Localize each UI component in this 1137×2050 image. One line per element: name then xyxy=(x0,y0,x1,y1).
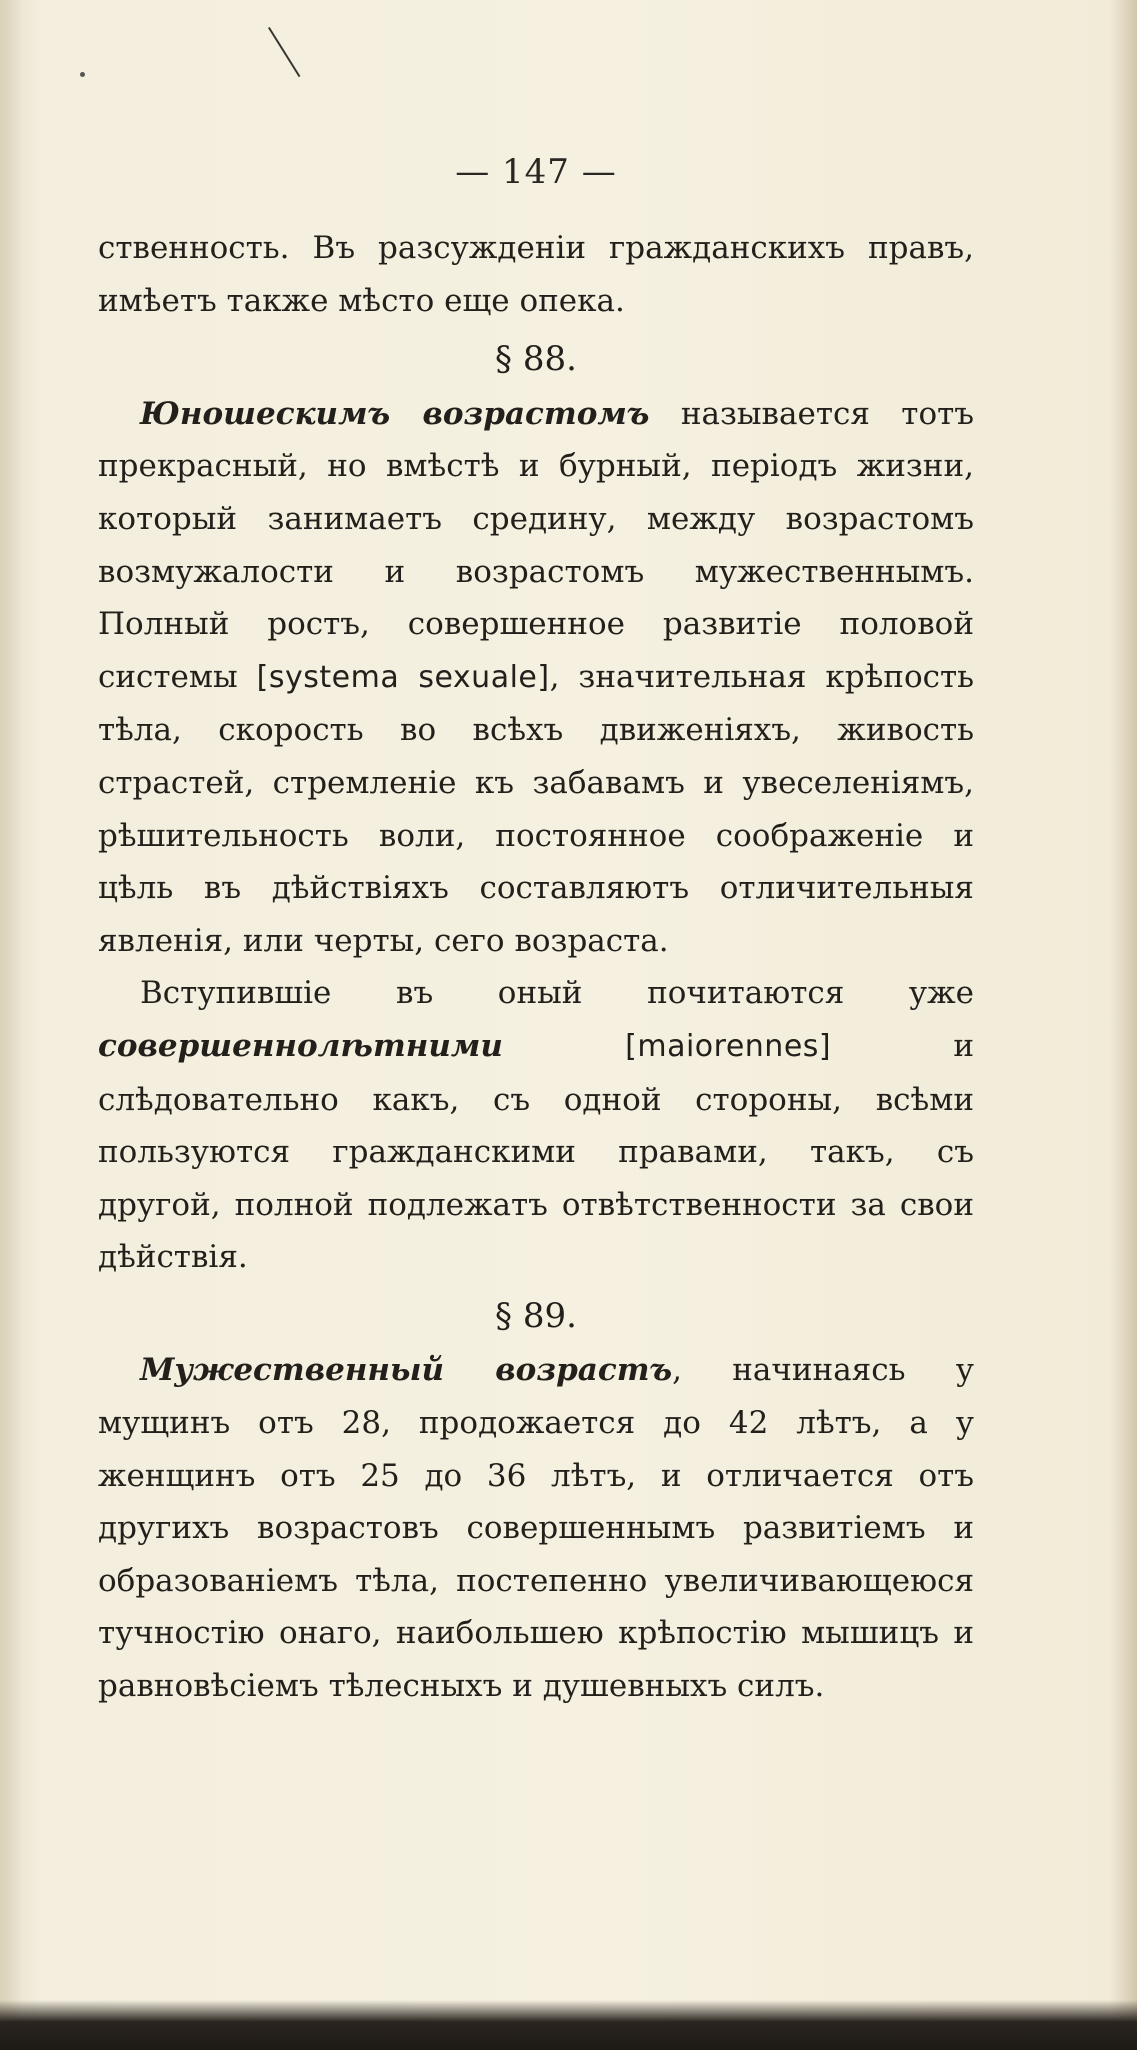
page-edge-shadow xyxy=(0,0,22,2050)
paragraph-text: называется тотъ прекрасный, но вмѣстѣ и бурный, періодъ жизни, который занимаетъ средину, между возрастомъ возмужалости и возрастомъ мужественнымъ. Полный ростъ, совершенное развитіе половой системы xyxy=(98,395,974,695)
page-bottom-edge xyxy=(0,2000,1137,2050)
paragraph-youth-age xyxy=(98,388,974,968)
pencil-mark xyxy=(268,27,300,77)
paragraph-text: и слѣдовательно какъ, съ одной стороны, всѣми пользуются гражданскими правами, такъ, съ другой, полной подлежатъ отвѣтственности за свои дѣйствія. xyxy=(98,1027,975,1276)
paragraph-text: Вступившіе въ оный почитаются уже xyxy=(140,975,974,1012)
term-youth-age: Юношескимъ возрастомъ xyxy=(140,395,650,432)
body-text xyxy=(98,222,974,1713)
spine-shadow xyxy=(1109,0,1137,2050)
page-number: — 147 — xyxy=(455,152,617,192)
paragraph-mature-age xyxy=(98,1344,974,1712)
paragraph-text: , значительная крѣпость тѣла, скорость во всѣхъ движеніяхъ, живость страстей, стремленіе къ забавамъ и увеселеніямъ, рѣшительность воли, постоянное соображеніе и цѣль въ дѣйствіяхъ составляютъ отличительныя явленія, или черты, сего возраста. xyxy=(98,658,974,959)
term-mature-age: Мужественный возрастъ xyxy=(140,1352,673,1389)
term-majority: совершеннолѣтними xyxy=(98,1027,503,1064)
paragraph-majority xyxy=(98,967,974,1284)
section-heading-88: § 88. xyxy=(495,339,577,380)
section-heading-89: § 89. xyxy=(495,1295,577,1336)
ink-spot xyxy=(80,72,85,77)
paragraph-continuation: ственность. Въ разсужденіи гражданскихъ правъ, имѣетъ также мѣсто еще опека. xyxy=(98,230,974,319)
latin-term: [systema sexuale] xyxy=(256,659,550,695)
paragraph-text: , начинаясь у мущинъ отъ 28, продожается до 42 лѣтъ, а у женщинъ отъ 25 до 36 лѣтъ, и отличается отъ другихъ возрастовъ совершеннымъ развитіемъ и образованіемъ тѣла, постепенно увеличивающеюся тучностію онаго, наибольшею крѣпостію мышицъ и равновѣсіемъ тѣлесныхъ и душевныхъ силъ. xyxy=(98,1352,974,1705)
latin-term: [maiorennes] xyxy=(625,1028,832,1064)
